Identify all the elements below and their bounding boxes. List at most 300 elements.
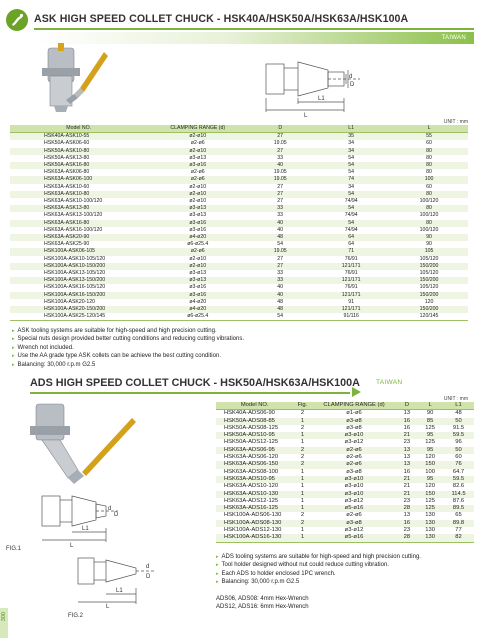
col-fig: Fig. — [293, 402, 311, 410]
spec-cell: 2 — [293, 520, 311, 527]
spec-cell: ø2-ø6 — [147, 176, 248, 183]
ask-chuck-photo — [42, 43, 108, 112]
table-row — [10, 234, 468, 241]
spec-cell: 100/120 — [419, 198, 439, 205]
spec-cell: 54 — [312, 220, 390, 227]
table-row — [10, 212, 468, 219]
section2-origin-tag: TAIWAN — [376, 379, 403, 386]
spec-cell: 80 — [390, 148, 468, 155]
section1-header — [0, 6, 480, 40]
spec-cell: ø6-ø25.4 — [187, 241, 209, 248]
table-row — [10, 198, 468, 205]
spec-cell: ø3-ø12 — [344, 439, 364, 446]
spec-cell: 64 — [348, 241, 355, 248]
spec-cell: 74 — [312, 176, 390, 183]
model-cell: HSK50A-ASK16-80 — [10, 162, 147, 169]
table-row — [216, 410, 474, 418]
col-model: Model NO. — [10, 125, 147, 133]
spec-cell: ø3-ø10 — [344, 483, 364, 490]
fig2-label-L: L — [106, 604, 110, 610]
spec-cell: 33 — [277, 270, 284, 277]
arrow-right-icon — [352, 387, 361, 397]
spec-cell: 59.5 — [443, 432, 474, 439]
spec-cell: 34 — [348, 183, 355, 190]
table-row — [216, 432, 474, 439]
model-cell: HSK40A-ADS06-90 — [224, 410, 275, 417]
spec-cell: ø3-ø10 — [311, 491, 396, 498]
spec-cell: ø3-ø13 — [189, 154, 207, 161]
spec-cell: 150/200 — [390, 306, 468, 313]
ask-drawing-label-D: D — [350, 82, 355, 88]
spec-cell: 90 — [390, 234, 468, 241]
spec-cell: 105/120 — [419, 270, 439, 277]
col-D: D — [397, 402, 418, 410]
spec-cell: 2 — [300, 424, 305, 431]
spec-cell: 27 — [248, 191, 312, 198]
spec-cell: 59.5 — [443, 476, 474, 483]
spec-cell: 2 — [300, 512, 305, 519]
model-cell: HSK63A-ASK16-80 — [10, 220, 147, 227]
section1-notes — [12, 327, 244, 369]
spec-cell: 13 — [397, 447, 418, 454]
table-row — [10, 176, 468, 183]
section1-note: ▸ Wrench not included. — [12, 344, 244, 352]
section2-note: ▸ Balancing: 30,000 r.p.m G2.5 — [216, 578, 421, 586]
spec-cell: ø3-ø12 — [344, 497, 364, 504]
spec-cell: 1 — [300, 468, 305, 475]
table-row — [10, 263, 468, 270]
ads-chuck-illustration — [6, 398, 206, 641]
section1-title: ASK HIGH SPEED COLLET CHUCK - HSK40A/HSK50A/HSK63A/HSK100A — [34, 10, 474, 30]
col-L1: L1 — [443, 402, 474, 410]
spec-cell: 130 — [425, 527, 435, 534]
spec-cell: 74/94 — [344, 212, 358, 219]
spec-cell: 64 — [312, 234, 390, 241]
spec-cell: 91 — [348, 298, 355, 305]
ask-chuck-drawing — [266, 62, 360, 112]
spec-cell: 105/120 — [419, 255, 439, 262]
model-cell: HSK63A-ADS16-125 — [216, 505, 293, 512]
spec-cell: ø4-ø20 — [147, 306, 248, 313]
spec-cell: 130 — [417, 534, 443, 542]
spec-cell: 121/171 — [312, 306, 390, 313]
spec-cell: ø2-ø10 — [147, 263, 248, 270]
spec-cell: 1 — [293, 491, 311, 498]
brand-logo-icon — [6, 9, 28, 31]
spec-cell: 60 — [426, 183, 432, 190]
spec-cell: ø2-ø10 — [189, 198, 207, 205]
spec-cell: ø4-ø20 — [189, 298, 207, 305]
table-row — [10, 270, 468, 277]
table-row — [216, 491, 474, 498]
model-cell: HSK100A-ASK25-120/145 — [10, 313, 147, 321]
spec-cell: 100/120 — [419, 212, 439, 219]
ads-table-header — [216, 402, 474, 410]
model-cell: HSK63A-ADS10-130 — [216, 491, 293, 498]
model-cell: HSK100A-ASK20-150/200 — [10, 306, 147, 313]
table-row — [10, 162, 468, 169]
table-row — [216, 505, 474, 512]
spec-cell: 2 — [293, 447, 311, 454]
spec-cell: 105/120 — [419, 284, 439, 291]
spec-cell: 33 — [277, 212, 284, 219]
spec-cell: 34 — [348, 140, 355, 147]
spec-cell: 16 — [397, 418, 418, 425]
table-row — [216, 454, 474, 461]
ask-drawing-label-d: d — [349, 74, 353, 80]
model-cell: HSK63A-ADS08-100 — [224, 468, 279, 475]
section1-note: ▸ Use the AA grade type ASK collets can be achieve the best cutting condition. — [12, 352, 244, 360]
spec-cell: 54 — [312, 205, 390, 212]
spec-cell: 54 — [277, 241, 284, 248]
model-cell: HSK50A-ASK13-80 — [44, 154, 90, 161]
spec-cell: 28 — [397, 534, 418, 542]
spec-cell: 80 — [390, 191, 468, 198]
model-cell: HSK40A-ASK10-55 — [10, 133, 147, 141]
spec-cell: 16 — [403, 468, 411, 475]
model-cell: HSK50A-ADS12-125 — [224, 439, 279, 446]
spec-cell: ø3-ø16 — [147, 292, 248, 299]
spec-cell: 100 — [390, 176, 468, 183]
spec-cell: 77 — [455, 527, 462, 534]
section1-origin-tag: TAIWAN — [441, 35, 466, 41]
spec-cell: 125 — [425, 424, 435, 431]
spec-cell: ø2-ø6 — [147, 248, 248, 255]
spec-cell: 89.8 — [443, 520, 474, 527]
table-row — [10, 306, 468, 313]
spec-cell: 23 — [403, 527, 411, 534]
col-clamping-range: CLAMPING RANGE (d) — [147, 125, 248, 133]
table-row — [216, 527, 474, 534]
spec-cell: 16 — [403, 424, 411, 431]
spec-cell: 19.05 — [273, 169, 287, 176]
spec-cell: 27 — [248, 148, 312, 155]
spec-cell: 1 — [300, 497, 305, 504]
spec-cell: ø5-ø16 — [311, 505, 396, 512]
table-row — [216, 534, 474, 542]
col-L: L — [390, 125, 468, 133]
spec-cell: 150 — [417, 491, 443, 498]
model-cell: HSK63A-ADS06-95 — [216, 447, 293, 454]
section2-note: ▸ Each ADS to holder enclosed 1PC wrench. — [216, 570, 421, 578]
spec-cell: ø2-ø10 — [147, 148, 248, 155]
table-row — [10, 277, 468, 284]
spec-cell: 95 — [417, 432, 443, 439]
model-cell: HSK50A-ASK10-80 — [10, 148, 147, 155]
spec-cell: 54 — [312, 162, 390, 169]
spec-cell: 33 — [248, 277, 312, 284]
spec-cell: 76 — [443, 461, 474, 468]
spec-cell: 1 — [293, 432, 311, 439]
spec-cell: 95 — [417, 447, 443, 454]
spec-cell: ø2-ø6 — [311, 447, 396, 454]
spec-cell: 82 — [443, 534, 474, 542]
spec-cell: 21 — [397, 491, 418, 498]
col-L1: L1 — [312, 125, 390, 133]
spec-cell: 76/91 — [344, 270, 358, 277]
table-row — [216, 483, 474, 490]
spec-cell: 48 — [277, 298, 284, 305]
model-cell: HSK63A-ADS06-120 — [224, 454, 279, 461]
table-row — [10, 184, 468, 191]
spec-cell: 33 — [248, 205, 312, 212]
spec-cell: ø2-ø6 — [311, 461, 396, 468]
spec-cell: ø2-ø10 — [189, 183, 207, 190]
spec-cell: ø2-ø6 — [346, 512, 362, 519]
spec-cell: 40 — [248, 162, 312, 169]
model-cell: HSK63A-ASK16-100/120 — [44, 226, 103, 233]
col-clamping-range: CLAMPING RANGE (d) — [311, 402, 396, 410]
spec-cell: 27 — [248, 133, 312, 141]
spec-cell: 21 — [397, 432, 418, 439]
spec-cell: 76/91 — [344, 284, 358, 291]
spec-cell: 82.6 — [452, 483, 465, 490]
model-cell: HSK63A-ASK10-60 — [44, 183, 90, 190]
spec-cell: 60 — [455, 454, 462, 461]
model-cell: HSK63A-ASK10-80 — [10, 191, 147, 198]
spec-cell: 13 — [397, 461, 418, 468]
spec-cell: 65 — [455, 512, 462, 519]
table-row — [10, 227, 468, 234]
spec-cell: 48 — [248, 234, 312, 241]
spec-cell: ø3-ø8 — [346, 424, 362, 431]
spec-cell: ø3-ø13 — [189, 270, 207, 277]
col-L: L — [417, 402, 443, 410]
fig1-caption: FIG.1 — [6, 546, 22, 552]
spec-cell: 96 — [455, 439, 462, 446]
spec-cell: ø1-ø6 — [346, 410, 362, 417]
spec-cell: 1 — [293, 476, 311, 483]
spec-cell: 33 — [277, 154, 284, 161]
spec-cell: 150/200 — [390, 277, 468, 284]
page-number: 300 — [1, 612, 7, 622]
table-row — [10, 313, 468, 321]
spec-cell: 100/120 — [419, 226, 439, 233]
ask-drawing-label-L1: L1 — [318, 96, 325, 102]
spec-cell: 28 — [397, 505, 418, 512]
table-row — [10, 220, 468, 227]
table-row — [10, 155, 468, 162]
spec-cell: ø2-ø6 — [346, 454, 362, 461]
spec-cell: ø6-ø25.4 — [147, 313, 248, 321]
spec-cell: 74/94 — [344, 226, 358, 233]
spec-cell: ø3-ø8 — [346, 468, 362, 475]
spec-cell: ø3-ø10 — [311, 476, 396, 483]
spec-cell: 50 — [443, 447, 474, 454]
ask-spec-table — [10, 125, 468, 321]
spec-cell: 80 — [390, 162, 468, 169]
table-row — [216, 498, 474, 505]
spec-cell: 40 — [277, 226, 284, 233]
spec-cell: 80 — [390, 205, 468, 212]
table-row — [10, 241, 468, 248]
spec-cell: 120 — [425, 454, 435, 461]
section1-note: ▸ ASK tooling systems are suitable for high-speed and high precision cutting. — [12, 327, 244, 335]
spec-cell: 105 — [390, 248, 468, 255]
fig2-label-D: D — [146, 574, 151, 580]
table-row — [10, 133, 468, 141]
spec-cell: 125 — [425, 497, 435, 504]
model-cell: HSK100A-ADS12-130 — [224, 527, 282, 534]
fig2-caption: FIG.2 — [68, 613, 84, 619]
spec-cell: 1 — [293, 534, 311, 542]
ads-spec-table — [216, 402, 474, 543]
model-cell: HSK100A-ASK10-150/200 — [10, 263, 147, 270]
model-cell: HSK63A-ASK06-100 — [10, 176, 147, 183]
spec-cell: 64.7 — [452, 468, 465, 475]
spec-cell: 125 — [425, 439, 435, 446]
spec-cell: 60 — [426, 140, 432, 147]
fig1-label-d: d — [108, 506, 112, 512]
fig2-drawing — [78, 558, 156, 604]
spec-cell: 91.5 — [452, 424, 465, 431]
wrench-line: ADS12, ADS16: 6mm Hex-Wrench — [216, 604, 309, 611]
spec-cell: 71 — [312, 248, 390, 255]
spec-cell: ø2-ø10 — [147, 191, 248, 198]
spec-cell: 85 — [417, 418, 443, 425]
spec-cell: 2 — [293, 461, 311, 468]
spec-cell: 23 — [403, 439, 411, 446]
spec-cell: 80 — [390, 220, 468, 227]
ask-chuck-illustration — [8, 42, 468, 118]
spec-cell: 120 — [424, 298, 434, 305]
table-row — [10, 140, 468, 147]
table-row — [216, 469, 474, 476]
section1-unit: UNIT : mm — [443, 119, 468, 125]
section2-underline — [30, 392, 350, 394]
spec-cell: 21 — [403, 483, 411, 490]
spec-cell: ø3-ø8 — [311, 418, 396, 425]
spec-cell: 114.5 — [443, 491, 474, 498]
model-cell: HSK100A-ASK10-105/120 — [44, 255, 106, 262]
table-row — [216, 461, 474, 468]
spec-cell: 40 — [248, 292, 312, 299]
wrench-info — [216, 595, 309, 612]
model-cell: HSK100A-ASK16-105/120 — [44, 284, 106, 291]
spec-cell: ø3-ø12 — [344, 527, 364, 534]
table-row — [216, 439, 474, 446]
spec-cell: 76/91 — [344, 255, 358, 262]
section2-header — [30, 373, 474, 395]
model-cell: HSK100A-ASK13-150/200 — [10, 277, 147, 284]
table-row — [10, 299, 468, 306]
spec-cell: 121/171 — [312, 263, 390, 270]
table-row — [10, 191, 468, 198]
spec-cell: 40 — [277, 284, 284, 291]
table-row — [10, 148, 468, 155]
model-cell: HSK100A-ASK16-150/200 — [10, 292, 147, 299]
spec-cell: 130 — [425, 512, 435, 519]
spec-cell: ø3-ø16 — [189, 226, 207, 233]
spec-cell: 19.05 — [248, 248, 312, 255]
spec-cell: 87.6 — [452, 497, 465, 504]
spec-cell: 120/145 — [390, 313, 468, 321]
spec-cell: 2 — [300, 410, 305, 417]
spec-cell: ø2-ø10 — [189, 255, 207, 262]
spec-cell: 23 — [403, 497, 411, 504]
fig2-label-d: d — [146, 564, 150, 570]
spec-cell: 54 — [348, 154, 355, 161]
spec-cell: 13 — [403, 410, 411, 417]
spec-cell: 27 — [277, 255, 284, 262]
spec-cell: ø3-ø16 — [147, 162, 248, 169]
model-cell: HSK63A-ADS12-125 — [224, 497, 279, 504]
table-row — [216, 418, 474, 425]
spec-cell: 27 — [277, 198, 284, 205]
section2-note: ▸ ADS tooling systems are suitable for high-speed and high precision cutting. — [216, 553, 421, 561]
spec-cell: ø3-ø13 — [147, 277, 248, 284]
spec-cell: ø3-ø13 — [189, 212, 207, 219]
spec-cell: 21 — [397, 476, 418, 483]
model-cell: HSK50A-ADS08-125 — [224, 424, 279, 431]
model-cell: HSK63A-ASK10-100/120 — [44, 198, 103, 205]
section2-note: ▸ Tool holder designed without nut could reduce cutting vibration. — [216, 561, 421, 569]
spec-cell: 90 — [426, 241, 432, 248]
spec-cell: 89.5 — [443, 505, 474, 512]
section1-note: ▸ Special nuts design provided better cutting conditions and reducing cutting vibrations. — [12, 335, 244, 343]
table-row — [10, 169, 468, 176]
spec-cell: 55 — [390, 133, 468, 141]
spec-cell: 50 — [443, 418, 474, 425]
model-cell: HSK100A-ASK06-105 — [10, 248, 147, 255]
model-cell: HSK63A-ADS10-120 — [224, 483, 279, 490]
table-row — [216, 476, 474, 483]
spec-cell: 100 — [425, 468, 435, 475]
spec-cell: 1 — [300, 483, 305, 490]
model-cell: HSK100A-ADS08-130 — [216, 520, 293, 527]
spec-cell: 80 — [426, 169, 432, 176]
spec-cell: 19.05 — [273, 140, 287, 147]
table-row — [216, 447, 474, 454]
model-cell: HSK63A-ASK25-90 — [44, 241, 90, 248]
model-cell: HSK63A-ASK13-80 — [10, 205, 147, 212]
spec-cell: 27 — [277, 183, 284, 190]
spec-cell: 125 — [417, 505, 443, 512]
spec-cell: 150 — [417, 461, 443, 468]
table-row — [10, 284, 468, 291]
table-row — [10, 256, 468, 263]
spec-cell: 90 — [426, 410, 434, 417]
model-cell: HSK50A-ASK06-60 — [44, 140, 90, 147]
section2-unit: UNIT : mm — [443, 396, 468, 402]
table-row — [216, 512, 474, 519]
ask-drawing-label-L: L — [304, 113, 308, 118]
spec-cell: ø5-ø16 — [311, 534, 396, 542]
model-cell: HSK50A-ADS08-85 — [216, 418, 293, 425]
spec-cell: 48 — [248, 306, 312, 313]
spec-cell: 54 — [312, 191, 390, 198]
spec-cell: 150/200 — [390, 263, 468, 270]
model-cell: HSK63A-ADS06-150 — [216, 461, 293, 468]
spec-cell: 121/171 — [312, 292, 390, 299]
spec-cell: 35 — [312, 133, 390, 141]
col-D: D — [248, 125, 312, 133]
spec-cell: ø2-ø6 — [190, 140, 205, 147]
spec-cell: 2 — [300, 454, 305, 461]
fig1-label-L1: L1 — [82, 526, 89, 532]
table-row — [10, 248, 468, 255]
spec-cell: ø3-ø8 — [311, 520, 396, 527]
model-cell: HSK100A-ADS06-130 — [224, 512, 282, 519]
spec-cell: 121/171 — [312, 277, 390, 284]
table-row — [216, 425, 474, 432]
spec-cell: 27 — [248, 263, 312, 270]
model-cell: HSK63A-ADS10-95 — [216, 476, 293, 483]
spec-cell: 74/94 — [344, 198, 358, 205]
spec-cell: ø3-ø16 — [147, 220, 248, 227]
section2-title: ADS HIGH SPEED COLLET CHUCK - HSK50A/HSK63A/HSK100A — [30, 377, 360, 389]
section1-note: ▸ Balancing: 30,000 r.p.m G2.5 — [12, 361, 244, 369]
